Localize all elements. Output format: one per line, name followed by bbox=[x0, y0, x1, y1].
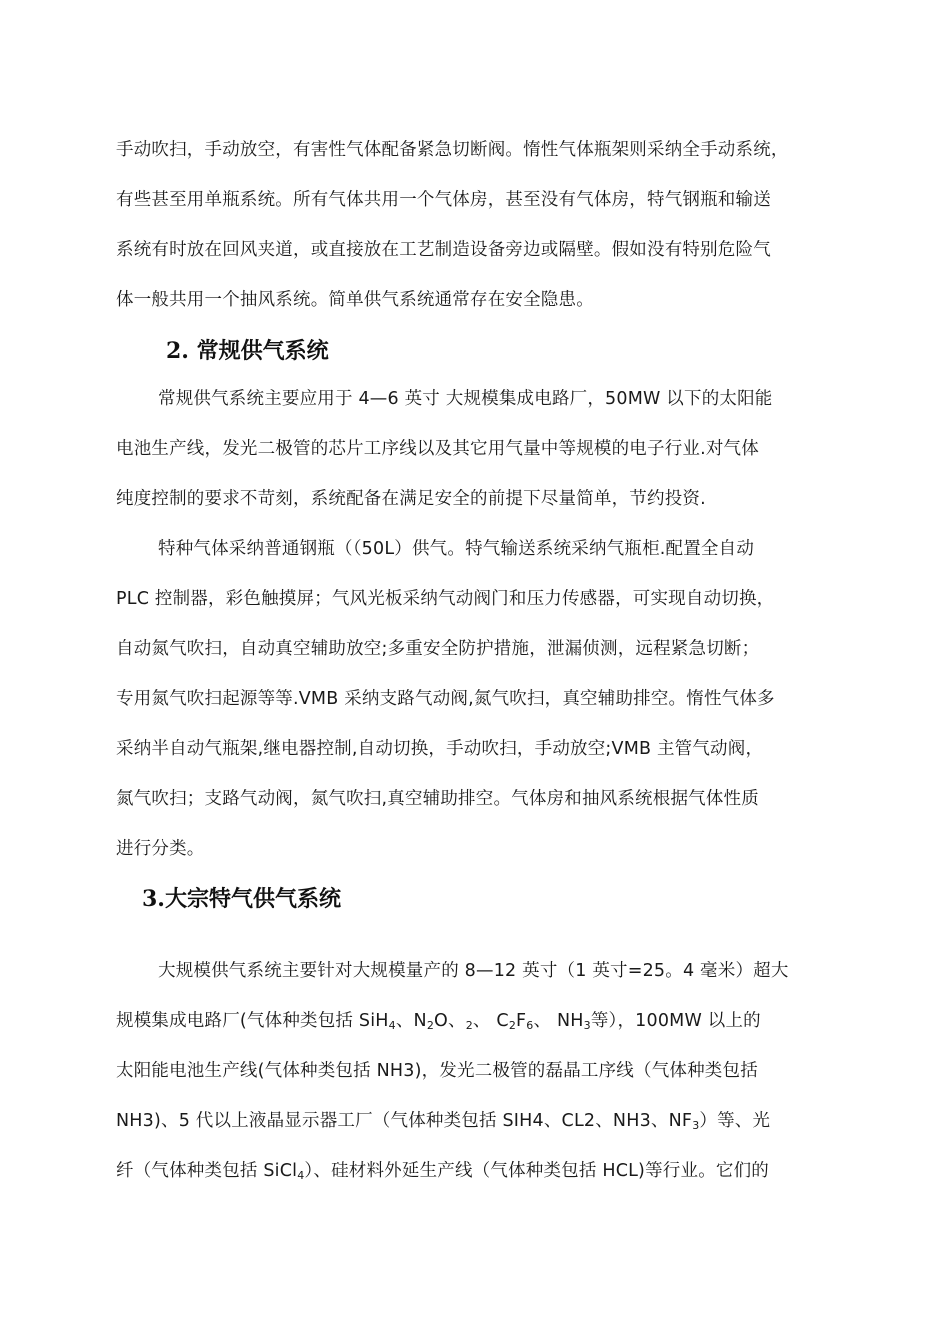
text-run: 等），100MW 以上的 bbox=[590, 1011, 761, 1031]
text-run: ）等、光 bbox=[699, 1111, 771, 1131]
subscript: 3 bbox=[692, 1119, 700, 1132]
text-line bbox=[116, 1008, 761, 1034]
text-run: F bbox=[516, 1011, 527, 1031]
subscript: 6 bbox=[526, 1019, 534, 1032]
text-line: 氮气吹扫；支路气动阀，氮气吹扫,真空辅助排空。气体房和抽风系统根据气体性质 bbox=[116, 789, 759, 809]
section-heading: 3.大宗特气供气系统 bbox=[142, 886, 341, 912]
text-line: PLC 控制器，彩色触摸屏；气风光板采纳气动阀门和压力传感器，可实现自动切换， bbox=[116, 589, 775, 609]
text-line: 专用氮气吹扫起源等等.VMB 采纳支路气动阀,氮气吹扫，真空辅助排空。惰性气体多 bbox=[116, 689, 775, 709]
text-line: 系统有时放在回风夹道，或直接放在工艺制造设备旁边或隔壁。假如没有特别危险气 bbox=[116, 240, 771, 260]
text-line: 纯度控制的要求不苛刻，系统配备在满足安全的前提下尽量简单，节约投资. bbox=[116, 489, 706, 509]
text-line: 手动吹扫，手动放空，有害性气体配备紧急切断阀。惰性气体瓶架则采纳全手动系统， bbox=[116, 140, 789, 160]
text-line: 特种气体采纳普通钢瓶（（50L）供气。特气输送系统采纳气瓶柜.配置全自动 bbox=[158, 539, 755, 559]
subscript: 4 bbox=[388, 1019, 396, 1032]
text-line: 太阳能电池生产线(气体种类包括 NH3)，发光二极管的磊晶工序线（气体种类包括 bbox=[116, 1061, 758, 1081]
text-line: 进行分类。 bbox=[116, 839, 205, 859]
text-line bbox=[116, 1108, 770, 1134]
text-line bbox=[116, 1158, 769, 1184]
subscript: 2 bbox=[465, 1019, 473, 1032]
text-run: ）、硅材料外延生产线（气体种类包括 HCL)等行业。它们的 bbox=[304, 1161, 769, 1181]
text-line: 采纳半自动气瓶架,继电器控制,自动切换，手动吹扫，手动放空;VMB 主管气动阀， bbox=[116, 739, 764, 759]
text-line: 常规供气系统主要应用于 4—6 英寸 大规模集成电路厂，50MW 以下的太阳能 bbox=[158, 389, 773, 409]
text-run: 、 NH bbox=[533, 1011, 584, 1031]
subscript: 3 bbox=[583, 1019, 591, 1032]
text-line: 大规模供气系统主要针对大规模量产的 8—12 英寸（1 英寸=25。4 毫米）超大 bbox=[158, 961, 789, 981]
subscript: 2 bbox=[426, 1019, 435, 1032]
text-run: 、N bbox=[395, 1011, 427, 1031]
subscript: 4 bbox=[297, 1169, 305, 1182]
text-line: 自动氮气吹扫，自动真空辅助放空;多重安全防护措施，泄漏侦测，远程紧急切断； bbox=[116, 639, 760, 659]
text-line: 有些甚至用单瓶系统。所有气体共用一个气体房，甚至没有气体房，特气钢瓶和输送 bbox=[116, 190, 771, 210]
text-run: 纤（气体种类包括 SiCl bbox=[116, 1161, 298, 1181]
text-run: 、 C bbox=[472, 1011, 509, 1031]
text-run: 规模集成电路厂(气体种类包括 SiH bbox=[116, 1011, 389, 1031]
section-heading: 2. 常规供气系统 bbox=[166, 338, 329, 364]
text-line: 体一般共用一个抽风系统。简单供气系统通常存在安全隐患。 bbox=[116, 290, 594, 310]
subscript: 2 bbox=[508, 1019, 517, 1032]
text-line: 电池生产线，发光二极管的芯片工序线以及其它用气量中等规模的电子行业.对气体 bbox=[116, 439, 759, 459]
text-run: NH3)、5 代以上液晶显示器工厂（气体种类包括 SIH4、CL2、NH3、NF bbox=[116, 1111, 693, 1131]
text-run: O、 bbox=[434, 1011, 466, 1031]
